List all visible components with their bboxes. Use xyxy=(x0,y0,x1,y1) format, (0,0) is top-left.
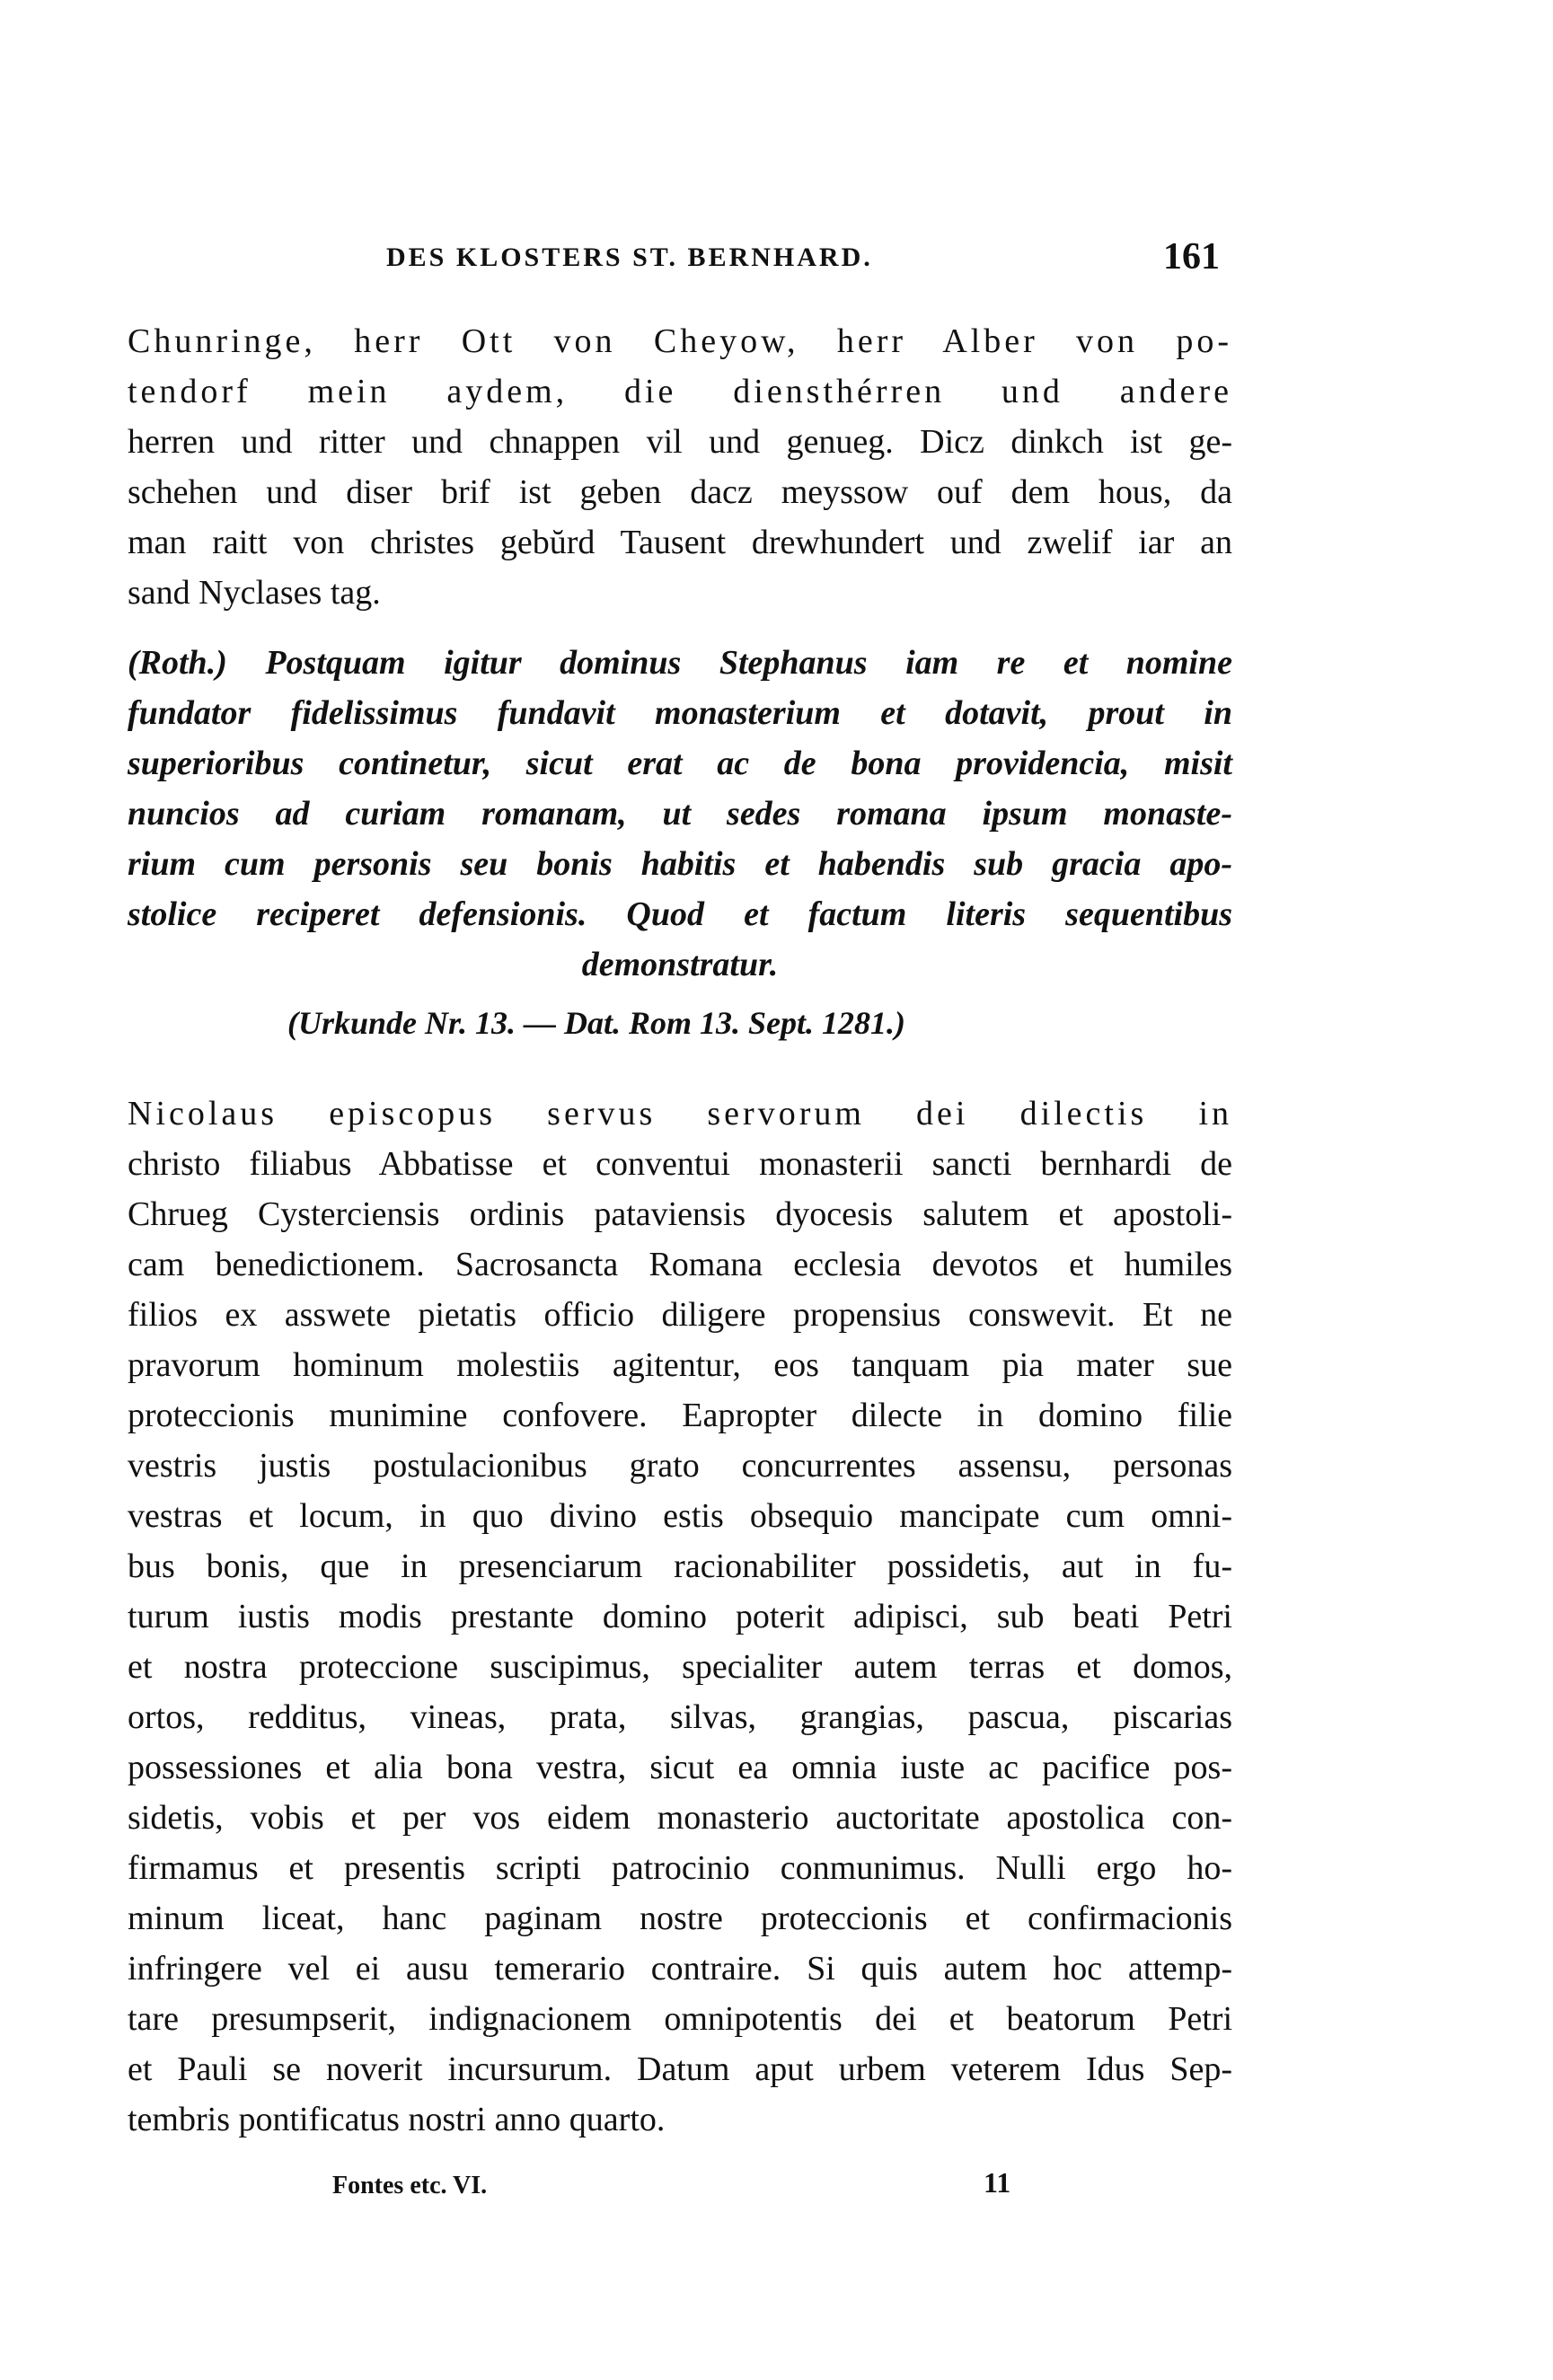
document-reference: (Urkunde Nr. 13. — Dat. Rom 13. Sept. 1281.) xyxy=(287,1005,906,1041)
text-line: sand Nyclases tag. xyxy=(128,574,381,612)
text-line: proteccionis munimine confovere. Eapropter dilecte in domino filie xyxy=(128,1397,1232,1434)
text-line: turum iustis modis prestante domino poterit adipisci, sub beati Petri xyxy=(128,1598,1232,1635)
text-line: et Pauli se noverit incursurum. Datum aput urbem veterem Idus Sep- xyxy=(128,2050,1232,2088)
text-line: stolice reciperet defensionis. Quod et factum literis sequentibus xyxy=(128,895,1232,933)
text-line: Nicolaus episcopus servus servorum dei dilectis in xyxy=(128,1095,1232,1133)
text-line: schehen und diser brif ist geben dacz meyssow ouf dem hous, da xyxy=(128,473,1232,511)
german-paragraph xyxy=(128,316,1232,618)
text-line: herren und ritter und chnappen vil und genueg. Dicz dinkch ist ge- xyxy=(128,423,1232,461)
text-line: sidetis, vobis et per vos eidem monasterio auctoritate apostolica con- xyxy=(128,1799,1232,1837)
text-line: fundator fidelissimus fundavit monasterium et dotavit, prout in xyxy=(128,694,1232,732)
page-number: 161 xyxy=(1163,236,1220,278)
text-line: man raitt von christes gebŭrd Tausent drewhundert und zwelif iar an xyxy=(128,524,1232,561)
footer-sheet-number: 11 xyxy=(984,2166,1011,2199)
text-line: firmamus et presentis scripti patrocinio conmunimus. Nulli ergo ho- xyxy=(128,1849,1232,1887)
latin-paragraph xyxy=(128,1089,1232,2145)
text-line: possessiones et alia bona vestra, sicut ea omnia iuste ac pacifice pos- xyxy=(128,1749,1232,1786)
text-line: demonstratur. xyxy=(581,946,779,983)
text-line: et nostra proteccione suscipimus, specialiter autem terras et domos, xyxy=(128,1648,1232,1686)
text-line: cam benedictionem. Sacrosancta Romana ecclesia devotos et humiles xyxy=(128,1246,1232,1283)
text-line: superioribus continetur, sicut erat ac de bona providencia, misit xyxy=(128,745,1232,782)
text-line: vestris justis postulacionibus grato concurrentes assensu, personas xyxy=(128,1447,1232,1485)
text-line: rium cum personis seu bonis habitis et habendis sub gracia apo- xyxy=(128,845,1232,883)
text-line: filios ex asswete pietatis officio diligere propensius conswevit. Et ne xyxy=(128,1296,1232,1334)
running-title: DES KLOSTERS ST. BERNHARD. xyxy=(386,242,873,272)
text-line: tare presumpserit, indignacionem omnipotentis dei et beatorum Petri xyxy=(128,2000,1232,2038)
text-line: (Roth.) Postquam igitur dominus Stephanus iam re et nomine xyxy=(128,644,1232,682)
text-line: tembris pontificatus nostri anno quarto. xyxy=(128,2101,666,2138)
roth-paragraph xyxy=(128,638,1232,990)
text-line: infringere vel ei ausu temerario contraire. Si quis autem hoc attemp- xyxy=(128,1950,1232,1988)
text-line: pravorum hominum molestiis agitentur, eos tanquam pia mater sue xyxy=(128,1346,1232,1384)
text-line: minum liceat, hanc paginam nostre proteccionis et confirmacionis xyxy=(128,1900,1232,1937)
text-line: tendorf mein aydem, die diensthérren und andere xyxy=(128,373,1232,410)
text-line: ortos, redditus, vineas, prata, silvas, grangias, pascua, piscarias xyxy=(128,1698,1232,1736)
text-line: Chunringe, herr Ott von Cheyow, herr Alber von po- xyxy=(128,322,1232,360)
text-line: bus bonis, que in presenciarum racionabiliter possidetis, aut in fu- xyxy=(128,1547,1232,1585)
footer-signature: Fontes etc. VI. xyxy=(332,2172,488,2199)
text-line: vestras et locum, in quo divino estis obsequio mancipate cum omni- xyxy=(128,1497,1232,1535)
text-line: christo filiabus Abbatisse et conventui monasterii sancti bernhardi de xyxy=(128,1145,1232,1183)
text-line: nuncios ad curiam romanam, ut sedes romana ipsum monaste- xyxy=(128,795,1232,833)
text-line: Chrueg Cysterciensis ordinis pataviensis dyocesis salutem et apostoli- xyxy=(128,1195,1232,1233)
